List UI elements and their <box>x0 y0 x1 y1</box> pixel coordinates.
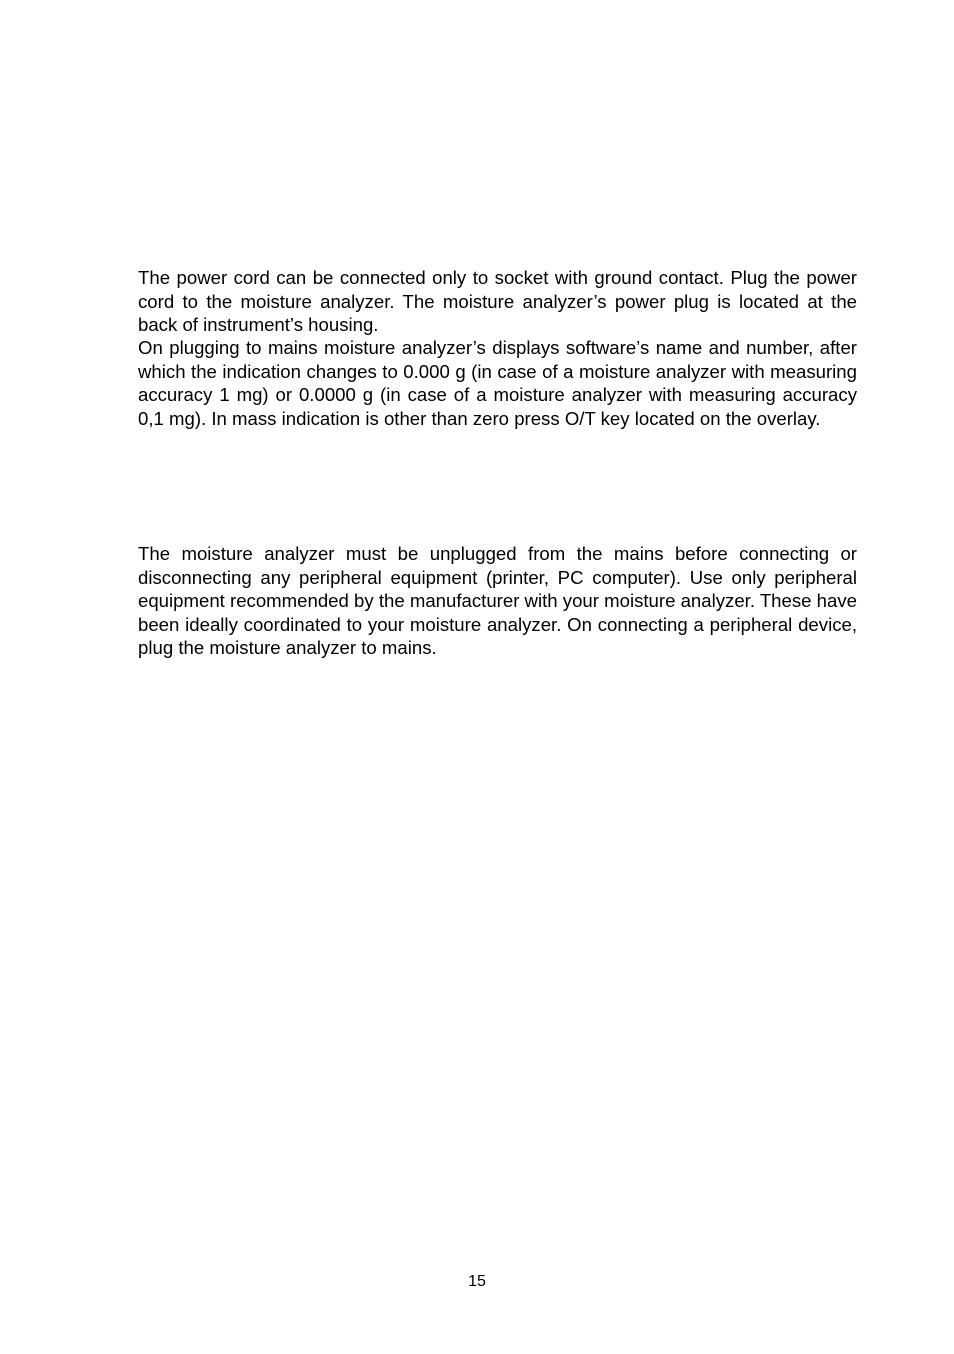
page-number: 15 <box>468 1273 486 1290</box>
paragraph-peripheral-equipment: The moisture analyzer must be unplugged from the mains before connecting or disconnecting any peripheral equipment (printer, PC computer). Use only peripheral equipment recommended by the manufacturer with your moisture analyzer. These have been ideally coordinated to your moisture analyzer. On connecting a peripheral device, plug the moisture analyzer to mains. <box>138 543 857 658</box>
paragraph-power-cord: The power cord can be connected only to socket with ground contact. Plug the power cord to the moisture analyzer. The moisture analyzer’s power plug is located at the back of instrument’s housing. <box>138 267 857 335</box>
paragraph-plugging-to-mains: On plugging to mains moisture analyzer’s displays software’s name and number, after which the indication changes to 0.000 g (in case of a moisture analyzer with measuring accuracy 1 mg) or 0.0000 g (in case of a moisture analyzer with measuring accuracy 0,1 mg). In mass indication is other than zero press O/T key located on the overlay. <box>138 337 857 429</box>
